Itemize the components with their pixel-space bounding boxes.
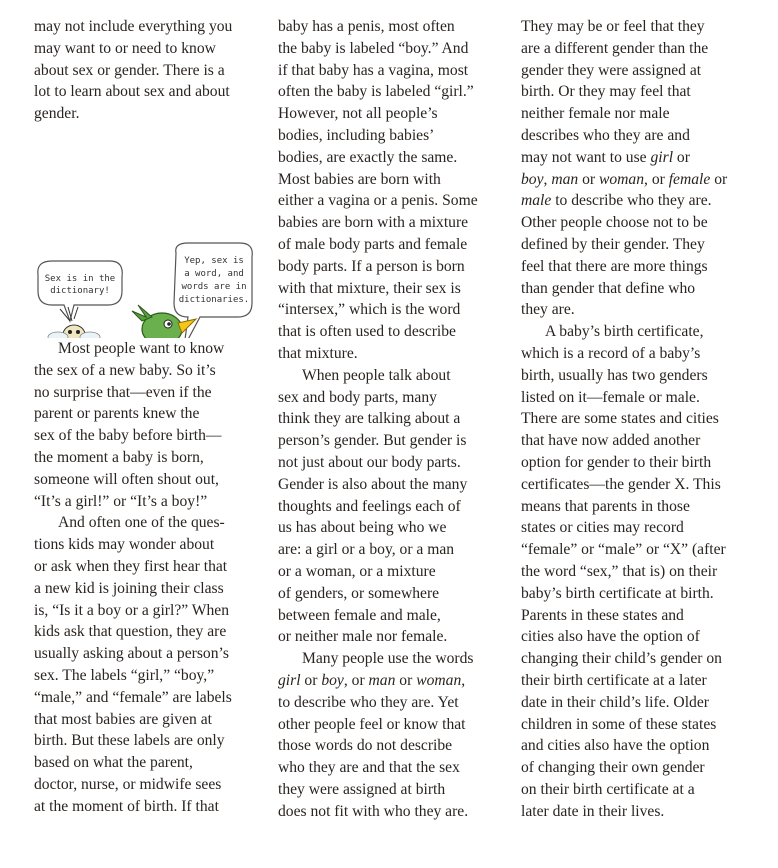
text-line: “male,” and “female” are labels	[34, 688, 232, 706]
text-line: gender.	[34, 105, 80, 123]
text-line: There are some states and cities	[521, 410, 719, 428]
text-line: someone will often shout out,	[34, 470, 219, 488]
text-line: lot to learn about sex and about	[34, 83, 230, 101]
text-line: other people feel or know that	[278, 715, 466, 733]
text-line: “It’s a girl!” or “It’s a boy!”	[34, 492, 208, 510]
text-line: not just about our body parts.	[278, 453, 461, 471]
text-segment: , or	[644, 170, 669, 188]
text-line: baby’s birth certificate at birth.	[521, 584, 714, 602]
italic-word: man	[551, 170, 579, 188]
bee-character	[48, 307, 100, 338]
text-segment: or	[673, 148, 690, 166]
text-segment: to describe who they are.	[551, 192, 712, 210]
text-line: And often one of the ques-	[58, 514, 225, 532]
text-line: sex. The labels “girl,” “boy,”	[34, 666, 215, 684]
text-line: cities also have the option of	[521, 628, 700, 646]
text-line: may want to or need to know	[34, 39, 216, 57]
text-line: “intersex,” which is the word	[278, 301, 461, 319]
text-line: neither female nor male	[521, 105, 670, 123]
text-line: often the baby is labeled “girl.”	[278, 83, 474, 101]
cartoon-illustration	[34, 125, 266, 338]
text-line: between female and male,	[278, 606, 441, 624]
text-line	[521, 147, 753, 169]
text-line: certificates—the gender X. This	[521, 475, 721, 493]
text-line: “female” or “male” or “X” (after	[521, 541, 726, 559]
text-line: Other people choose not to be	[521, 214, 708, 232]
text-line: a new kid is joining their class	[34, 579, 224, 597]
text-line: may not include everything you	[34, 18, 233, 35]
text-line: children in some of these states	[521, 715, 717, 733]
text-segment: , or	[343, 671, 369, 689]
text-line: think they are talking about a	[278, 410, 461, 428]
text-line: of male body parts and female	[278, 235, 468, 253]
column-1-bottom-text	[34, 338, 266, 818]
text-line: with that mixture, their sex is	[278, 279, 461, 297]
cartoon-drawing	[34, 125, 266, 338]
text-line: birth, usually has two genders	[521, 366, 708, 384]
text-line: When people talk about	[302, 366, 451, 384]
text-line: sex and body parts, many	[278, 388, 437, 406]
text-line: of changing their own gender	[521, 759, 705, 777]
text-line: does not fit with who they are.	[278, 802, 469, 820]
text-line: babies are born with a mixture	[278, 214, 469, 232]
right-bubble-line-1: Yep, sex is	[184, 255, 244, 266]
text-line: baby has a penis, most often	[278, 18, 455, 35]
text-line: is, “Is it a boy or a girl?” When	[34, 601, 230, 619]
italic-word: male	[521, 192, 552, 210]
right-bubble-line-4: dictionaries.	[178, 294, 250, 305]
right-bubble-line-3: words are in	[181, 281, 247, 292]
italic-word: female	[668, 170, 711, 188]
text-line: means that parents in those	[521, 497, 690, 515]
text-line: Gender is also about the many	[278, 475, 468, 493]
text-line: the word “sex,” that is) on their	[521, 562, 718, 580]
column-3	[521, 16, 753, 822]
text-line: doctor, nurse, or midwife sees	[34, 775, 222, 793]
left-bubble-line-1: Sex is in the	[44, 273, 116, 284]
text-line: option for gender to their birth	[521, 453, 712, 471]
text-line	[278, 670, 510, 692]
text-line: bodies, including babies’	[278, 126, 435, 144]
text-line: to describe who they are. Yet	[278, 693, 459, 711]
text-line: either a vagina or a penis. Some	[278, 192, 478, 210]
text-line: they were assigned at birth	[278, 780, 446, 798]
text-line: birth. Or they may feel that	[521, 83, 691, 101]
text-line: Parents in these states and	[521, 606, 684, 624]
text-line: feel that there are more things	[521, 257, 708, 275]
text-line: later date in their lives.	[521, 802, 665, 820]
text-line: of genders, or somewhere	[278, 584, 440, 602]
column-1	[34, 16, 266, 818]
text-line: Most people want to know	[58, 339, 225, 357]
text-line: bodies, are exactly the same.	[278, 148, 458, 166]
text-line: person’s gender. But gender is	[278, 432, 467, 450]
text-line: gender they were assigned at	[521, 61, 702, 79]
text-segment: or	[395, 671, 417, 689]
italic-word: girl	[650, 148, 674, 166]
text-line: However, not all people’s	[278, 105, 438, 123]
text-line: They may be or feel that they	[521, 18, 705, 35]
right-bubble-line-2: a word, and	[184, 268, 244, 279]
text-line: us has about being who we	[278, 519, 447, 537]
text-line: who they are and that the sex	[278, 759, 460, 777]
text-line: that have now added another	[521, 432, 701, 450]
italic-word: woman	[416, 671, 462, 689]
text-line: at the moment of birth. If that	[34, 797, 219, 815]
text-line: that is often used to describe	[278, 323, 456, 341]
text-line: are: a girl or a boy, or a man	[278, 541, 455, 559]
text-line: on their birth certificate at a	[521, 780, 695, 798]
text-line: or a woman, or a mixture	[278, 562, 436, 580]
column-1-top-text	[34, 16, 266, 125]
italic-word: boy	[521, 170, 544, 188]
text-segment: or	[300, 671, 322, 689]
text-line: which is a record of a baby’s	[521, 344, 701, 362]
text-line: that most babies are given at	[34, 710, 212, 728]
text-line: birth. But these labels are only	[34, 732, 225, 750]
text-line: defined by their gender. They	[521, 235, 705, 253]
text-line: A baby’s birth certificate,	[545, 323, 704, 341]
text-line: parent or parents knew the	[34, 405, 200, 423]
text-line	[521, 190, 753, 212]
text-line: sex of the baby before birth—	[34, 427, 222, 445]
text-segment: ,	[543, 170, 552, 188]
text-line: if that baby has a vagina, most	[278, 61, 469, 79]
text-line: listed on it—female or male.	[521, 388, 700, 406]
text-line: their birth certificate at a later	[521, 671, 707, 689]
text-line: date in their child’s life. Older	[521, 693, 709, 711]
text-line: based on what the parent,	[34, 754, 193, 772]
text-line: those words do not describe	[278, 737, 453, 755]
text-segment: or	[710, 170, 728, 188]
text-line: are a different gender than the	[521, 39, 709, 57]
text-line: states or cities may record	[521, 519, 684, 537]
text-line: tions kids may wonder about	[34, 536, 215, 554]
text-segment: ,	[461, 671, 466, 689]
text-line: and cities also have the option	[521, 737, 710, 755]
text-segment: may not want to use	[521, 148, 651, 166]
italic-word: girl	[278, 671, 301, 689]
text-line: or neither male nor female.	[278, 628, 448, 646]
text-line: no surprise that—even if the	[34, 383, 212, 401]
text-line: about sex or gender. There is a	[34, 61, 225, 79]
text-line: the baby is labeled “boy.” And	[278, 39, 469, 57]
text-line: than gender that define who	[521, 279, 696, 297]
italic-word: woman	[598, 170, 645, 188]
text-line: usually asking about a person’s	[34, 645, 229, 663]
text-line: describes who they are and	[521, 126, 690, 144]
italic-word: man	[368, 671, 396, 689]
left-bubble-line-2: dictionary!	[50, 285, 110, 296]
text-line: the moment a baby is born,	[34, 448, 204, 466]
text-line: Many people use the words	[302, 650, 474, 668]
text-line: body parts. If a person is born	[278, 257, 465, 275]
text-line: or ask when they first hear that	[34, 557, 228, 575]
text-line: the sex of a new baby. So it’s	[34, 361, 216, 379]
italic-word: boy	[321, 671, 344, 689]
text-line: they are.	[521, 301, 575, 319]
column-2	[278, 16, 510, 822]
text-line: that mixture.	[278, 344, 358, 362]
text-line: Most babies are born with	[278, 170, 441, 188]
text-line: thoughts and feelings each of	[278, 497, 461, 515]
text-line: kids ask that question, they are	[34, 623, 227, 641]
text-line	[521, 169, 753, 191]
text-segment: or	[578, 170, 599, 188]
text-line: changing their child’s gender on	[521, 650, 722, 668]
